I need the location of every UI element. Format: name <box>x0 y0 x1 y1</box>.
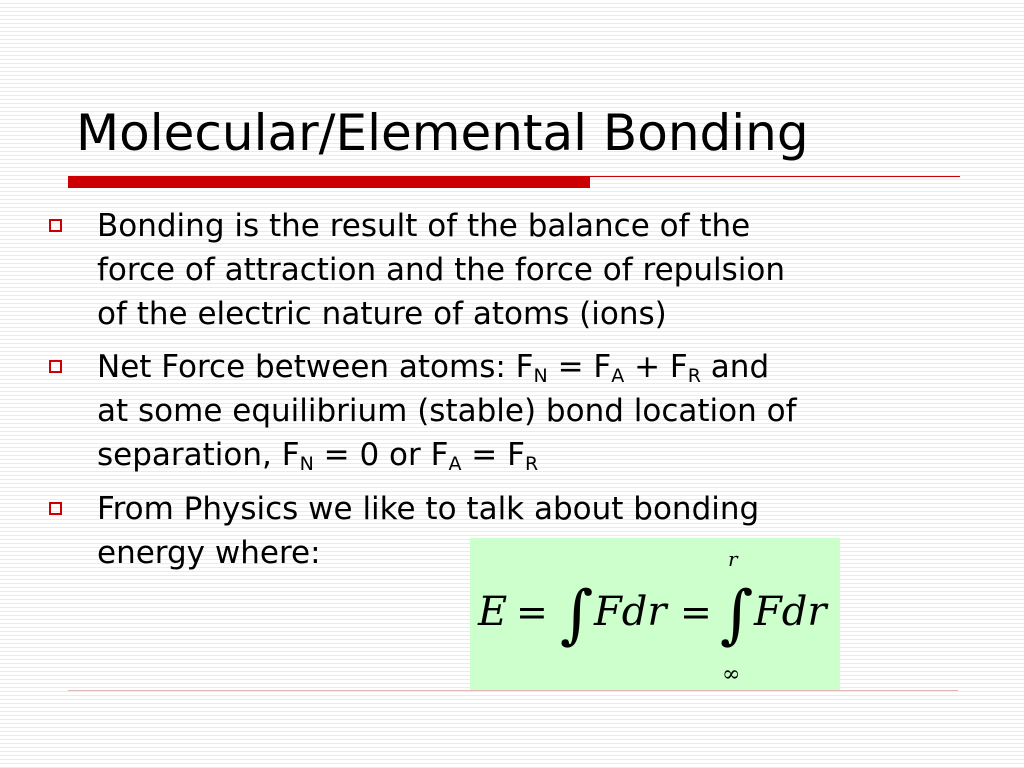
zero-or-fa: = 0 or F <box>313 437 449 473</box>
bullet-text-1 <box>97 204 967 336</box>
formula-integral-2: ∫ <box>720 578 754 652</box>
net-force-label: Net Force between atoms: F <box>97 349 534 385</box>
bullet-1-line-2: force of attraction and the force of repulsion <box>97 252 785 288</box>
subscript-r-2: R <box>524 453 539 475</box>
subscript-a-2: A <box>448 453 462 475</box>
bullet-3-line-2: energy where: <box>97 535 321 571</box>
bullet-2-line-3 <box>97 433 967 477</box>
title-underline-thin <box>590 176 960 177</box>
footer-divider <box>68 690 958 691</box>
formula-equals-2: = <box>680 590 712 634</box>
formula-lower-limit: ∞ <box>722 662 741 687</box>
subscript-r: R <box>687 365 701 387</box>
bonding-energy-formula <box>470 538 840 690</box>
formula-equals-1: = <box>516 590 548 634</box>
formula-svg <box>470 538 840 690</box>
slide-title: Molecular/Elemental Bonding <box>76 104 809 162</box>
plus-fr: + F <box>624 349 688 385</box>
formula-integrand-1: Fdr <box>594 589 667 635</box>
and-text: and <box>700 349 770 385</box>
equals-fa: = F <box>547 349 612 385</box>
equals-fr: = F <box>461 437 525 473</box>
formula-integrand-2: Fdr <box>754 589 827 635</box>
bullet-2-line-2: at some equilibrium (stable) bond location of <box>97 393 797 429</box>
bullet-1-line-3: of the electric nature of atoms (ions) <box>97 296 667 332</box>
bullet-2-line-1 <box>97 345 967 389</box>
title-underline-thick <box>68 176 590 188</box>
hollow-square-icon <box>49 360 62 373</box>
formula-integral-1: ∫ <box>560 578 594 652</box>
separation-label: separation, F <box>97 437 300 473</box>
hollow-square-icon <box>49 219 62 232</box>
hollow-square-icon <box>49 502 62 515</box>
formula-lhs-e: E <box>478 589 508 635</box>
subscript-n: N <box>533 365 548 387</box>
bullet-3-line-1: From Physics we like to talk about bonding <box>97 491 760 527</box>
formula-upper-limit: r <box>728 547 738 571</box>
subscript-n-2: N <box>299 453 314 475</box>
bullet-text-2 <box>97 345 967 477</box>
subscript-a: A <box>611 365 625 387</box>
bullet-1-line-1: Bonding is the result of the balance of the <box>97 208 751 244</box>
